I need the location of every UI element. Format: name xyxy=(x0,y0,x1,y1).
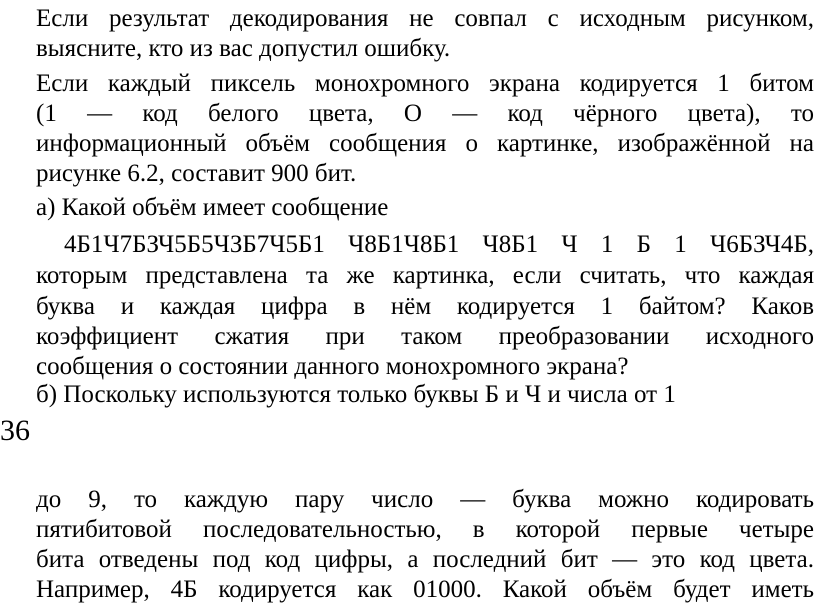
intro-line-1: Если результат декодирования не совпал с исходным рисунком, xyxy=(36,5,814,32)
paragraph-line-4: рисунке 6.2, составит 900 бит. xyxy=(36,160,357,187)
continuation-line-4: Например, 4Б кодируется как 01000. Какой объём будет иметь xyxy=(36,576,814,603)
question-a-line-5: коэффициент сжатия при таком преобразовании исходного xyxy=(36,323,814,350)
question-a-line-1: а) Какой объём имеет сообщение xyxy=(36,194,389,221)
continuation-line-2: пятибитовой последовательностью, в которой первые четыре xyxy=(36,516,814,543)
intro-line-2: выясните, кто из вас допустил ошибку. xyxy=(36,35,451,62)
question-b-line-1: б) Поскольку используются только буквы Б и Ч и числа от 1 xyxy=(36,381,676,408)
paragraph-line-2: (1 — код белого цвета, О — код чёрного цвета), то xyxy=(36,100,814,127)
continuation-line-1: до 9, то каждую пару число — буква можно кодировать xyxy=(36,486,814,513)
question-a-message: 4Б1Ч7БЗЧ5Б5ЧЗБ7Ч5Б1 Ч8Б1Ч8Б1 Ч8Б1 Ч 1 Б 1 Ч6БЗЧ4Б, xyxy=(64,231,814,258)
continuation-line-3: бита отведены под код цифры, а последний бит — это код цвета. xyxy=(36,546,814,573)
question-a-line-4: буква и каждая цифра в нём кодируется 1 байтом? Каков xyxy=(36,293,814,320)
question-a-line-3: которым представлена та же картинка, если считать, что каждая xyxy=(36,262,814,289)
question-a-line-6: сообщения о состоянии данного монохромного экрана? xyxy=(36,353,629,380)
paragraph-line-1: Если каждый пиксель монохромного экрана кодируется 1 битом xyxy=(36,70,814,97)
page-number: 36 xyxy=(0,414,30,447)
paragraph-line-3: информационный объём сообщения о картинке, изображённой на xyxy=(36,130,814,157)
